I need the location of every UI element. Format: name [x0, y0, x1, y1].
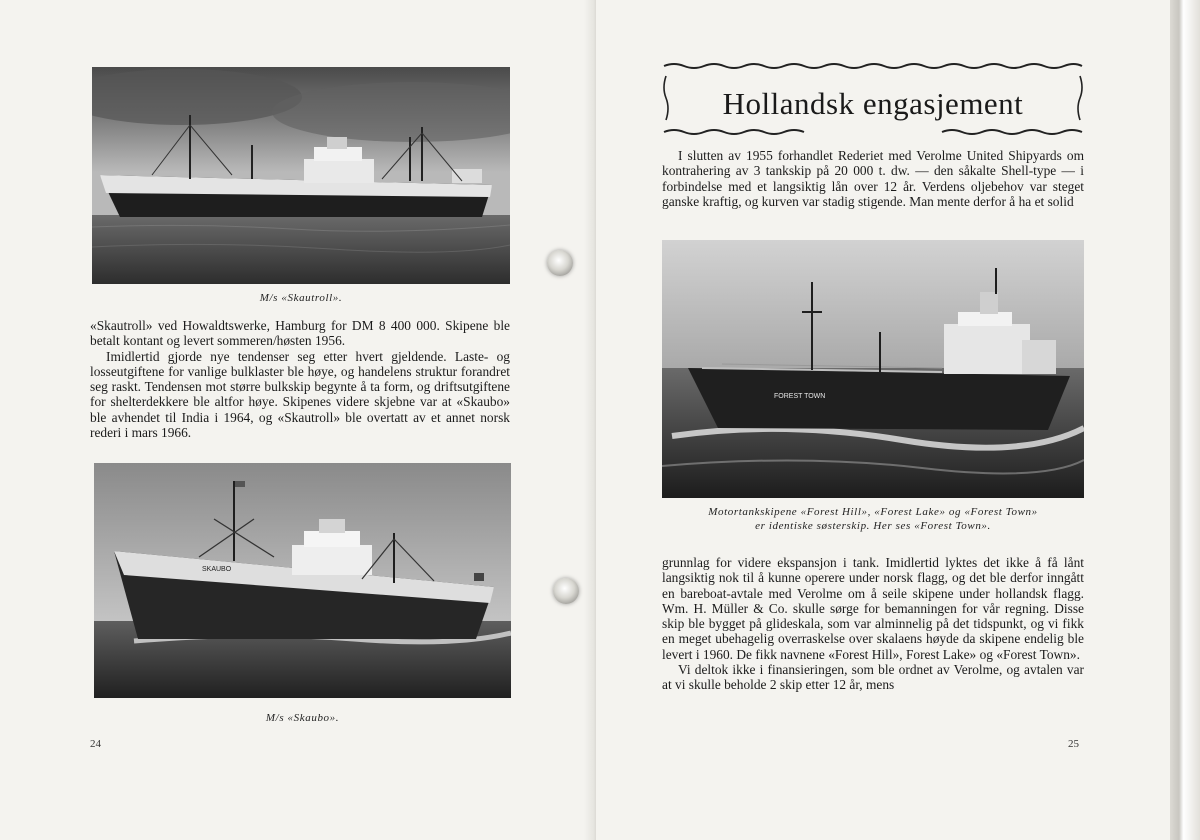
- hull-name-forest-town: FOREST TOWN: [774, 393, 826, 400]
- left-body-text: [90, 318, 510, 440]
- caption-forest-town-2: er identiske søsterskip. Her ses «Forest Town».: [755, 520, 991, 532]
- right-paragraph-2: Vi deltok ikke i finansieringen, som ble ordnet av Verolme, og avtalen var at vi skulle beholde 2 skip etter 12 år, mens: [662, 662, 1084, 693]
- right-body-text: [662, 555, 1084, 693]
- staple-hole: [547, 250, 573, 276]
- caption-skaubo: M/s «Skaubo».: [265, 712, 340, 724]
- hull-name-skaubo: SKAUBO: [202, 566, 232, 573]
- left-paragraph-1: «Skautroll» ved Howaldtswerke, Hamburg for DM 8 400 000. Skipene ble betalt kontant og levert sommeren/høsten 1956.: [90, 318, 510, 349]
- page-edge: [1170, 0, 1200, 840]
- chapter-title: Hollandsk engasjement: [722, 86, 1024, 121]
- staple-hole: [553, 578, 579, 604]
- page-number-left: 24: [90, 738, 101, 750]
- chapter-title-frame: [662, 58, 1084, 138]
- photo-forest-town: [662, 240, 1084, 498]
- right-body-text-top: [662, 148, 1084, 209]
- caption-forest-town-1: Motortankskipene «Forest Hill», «Forest Lake» og «Forest Town»: [708, 506, 1038, 518]
- photo-skaubo: [94, 463, 511, 698]
- right-paragraph-intro: I slutten av 1955 forhandlet Rederiet med Verolme United Shipyards om kontrahering av 3 tankskip på 20 000 t. dw. — den såkalte Shell-type — i forbindelse med et langsiktig lån over 12 år. Verdens oljebehov var steget ganske kraftig, og kurven var stadig stigende. Man mente derfor å ha et solid: [662, 148, 1084, 209]
- page-number-right: 25: [1068, 738, 1079, 750]
- photo-skautroll: [92, 67, 510, 284]
- caption-skautroll: M/s «Skautroll».: [259, 292, 343, 304]
- right-paragraph-1: grunnlag for videre ekspansjon i tank. Imidlertid lyktes det ikke å få lånt langsiktig nok til å kunne operere under norsk flagg, og det ble derfor inngått en bareboat-avtale med Verolme om å seile skipene under hollandsk flagg. Wm. H. Müller & Co. skulle sørge for bemanningen for vår regning. Disse skip ble bygget på glideskala, som var alminnelig på det tidspunkt, og vi fikk en meget ubehagelig overraskelse over skalaens høyde da skipene endelig ble levert i 1960. De fikk navnene «Forest Hill», Forest Lake» og «Forest Town».: [662, 555, 1084, 662]
- left-paragraph-2: Imidlertid gjorde nye tendenser seg etter hvert gjeldende. Laste- og losseutgiftene for vanlige bulklaster ble høye, og handelens struktur forandret seg raskt. Tendensen mot større bulkskip begynte å ta form, og driftsutgiftene for shelterdekkere ble altfor høye. Skipenes videre skjebne var at «Skaubo» ble avhendet til India i 1964, og «Skautroll» ble overtatt av et annet norsk rederi i mars 1966.: [90, 348, 510, 441]
